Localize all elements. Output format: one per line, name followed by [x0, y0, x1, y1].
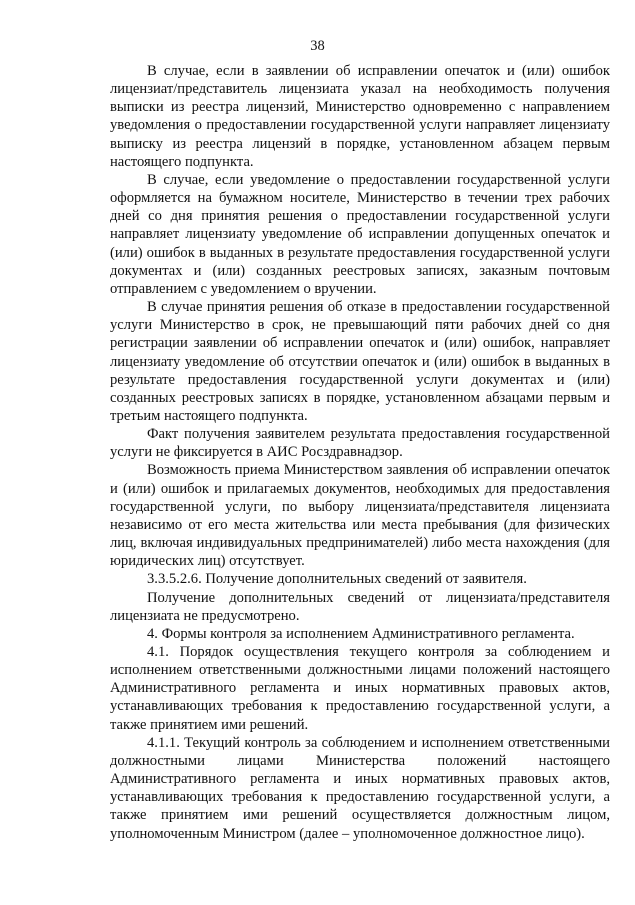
paragraph-refusal-decision: В случае принятия решения об отказе в предоставлении государственной услуги Министерство в срок, не превышающий пяти рабочих дней со дня регистрации заявлении об исправлении опечаток и (или) ошибок, направляет лицензиату уведомление об отсутствии опечаток и (или) ошибок в выданных в результате предоставления государственной услуги документах и (или) созданных реестровых записях в порядке, установленном абзацами первым и третьим настоящего подпункта. — [110, 299, 610, 424]
document-body — [110, 62, 610, 843]
page-number: 38 — [310, 38, 325, 54]
paragraph-extraterritorial-acceptance: Возможность приема Министерством заявления об исправлении опечаток и (или) ошибок и прилагаемых документов, необходимых для предоставления государственной услуги, по выбору лицензиата/представителя лицензиата независимо от его места жительства или места пребывания (для физических лиц, включая индивидуальных предпринимателей) либо места нахождения (для юридических лиц) отсутствует. — [110, 462, 610, 570]
paragraph-paper-notification: В случае, если уведомление о предоставлении государственной услуги оформляется на бумажном носителе, Министерство в течении трех рабочих дней со дня принятия решения о предоставлении государственной услуги направляет лицензиату уведомление об исправлении допущенных опечаток и (или) ошибок в выданных в результате предоставления государственной услуги документах и (или) созданных реестровых записях, заказным почтовым отправлением с уведомлением о вручении. — [110, 171, 610, 297]
paragraph-correction-extract: В случае, если в заявлении об исправлении опечаток и (или) ошибок лицензиат/представитель лицензиата указал на необходимость получения выписки из реестра лицензий, Министерство одновременно с направлением уведомления о предоставлении государственной услуги направляет лицензиату выписку из реестра лицензий в порядке, установленном абзацем первым настоящего подпункта. — [110, 63, 610, 170]
paragraph-clause-4-1: 4.1. Порядок осуществления текущего контроля за соблюдением и исполнением ответственными должностными лицами положений настоящего Административного регламента и иных нормативных правовых актов, устанавливающих требования к предоставлению государственной услуги, а также принятием ими решений. — [110, 644, 610, 733]
paragraph-result-receipt: Факт получения заявителем результата предоставления государственной услуги не фиксируется в АИС Росздравнадзор. — [110, 426, 610, 461]
paragraph-clause-4-1-1: 4.1.1. Текущий контроль за соблюдением и исполнением ответственными должностными лицами Министерства положений настоящего Административного регламента и иных нормативных правовых актов, устанавливающих требования к предоставлению государственной услуги, а также принятием ими решений осуществляется должностным лицом, уполномоченным Министром (далее – уполномоченное должностное лицо). — [110, 734, 610, 842]
paragraph-section-4-heading: 4. Формы контроля за исполнением Административного регламента. — [147, 625, 575, 642]
paragraph-clause-3-3-5-2-6: 3.3.5.2.6. Получение дополнительных сведений от заявителя. — [147, 571, 527, 588]
paragraph-additional-info: Получение дополнительных сведений от лицензиата/представителя лицензиата не предусмотрено. — [110, 589, 610, 624]
